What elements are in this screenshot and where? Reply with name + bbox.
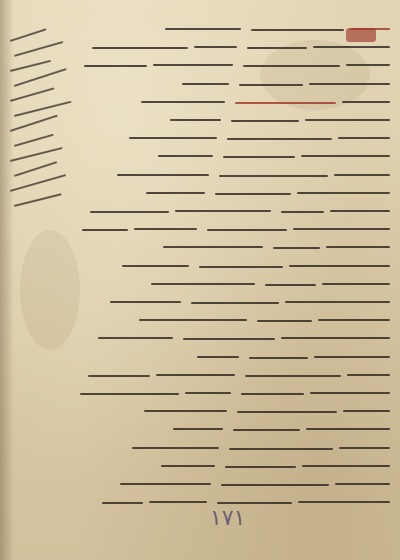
handwritten-line — [233, 429, 300, 431]
handwritten-line — [342, 101, 390, 103]
handwritten-line — [165, 28, 241, 30]
handwritten-line — [170, 119, 221, 121]
handwritten-line — [313, 46, 390, 48]
margin-note-line — [10, 60, 51, 72]
handwritten-line — [285, 301, 390, 303]
handwritten-line — [273, 247, 320, 249]
handwritten-line — [163, 246, 263, 248]
handwritten-line — [185, 392, 231, 394]
margin-note-line — [10, 147, 63, 162]
handwritten-line — [183, 338, 275, 340]
handwritten-line — [229, 448, 333, 450]
handwritten-line — [88, 375, 150, 377]
handwritten-line — [219, 175, 328, 177]
handwritten-line — [306, 428, 390, 430]
handwritten-line — [343, 410, 390, 412]
handwritten-line — [158, 155, 213, 157]
margin-note-line — [14, 101, 72, 117]
handwritten-line — [156, 374, 235, 376]
handwritten-line — [141, 101, 225, 103]
handwritten-line — [350, 28, 390, 30]
handwritten-line — [281, 211, 324, 213]
handwritten-line — [346, 64, 390, 66]
handwritten-line — [117, 174, 209, 176]
handwritten-line — [335, 483, 390, 485]
handwritten-line — [217, 502, 292, 504]
handwritten-line — [221, 484, 329, 486]
handwritten-line — [139, 319, 247, 321]
handwritten-line — [197, 356, 239, 358]
handwritten-line — [92, 47, 188, 49]
handwritten-line — [297, 192, 390, 194]
handwritten-line — [227, 138, 332, 140]
handwritten-line — [251, 29, 344, 31]
handwritten-line — [149, 501, 207, 503]
margin-note-line — [14, 68, 67, 87]
main-text-block — [70, 20, 390, 540]
handwritten-line — [84, 65, 147, 67]
margin-note-line — [14, 134, 54, 147]
margin-annotations — [6, 40, 72, 240]
handwritten-line — [235, 102, 336, 104]
handwritten-line — [173, 428, 223, 430]
handwritten-line — [153, 64, 233, 66]
handwritten-line — [80, 393, 179, 395]
handwritten-line — [122, 265, 189, 267]
margin-note-line — [14, 193, 62, 206]
margin-note-line — [14, 161, 57, 176]
handwritten-line — [132, 447, 219, 449]
handwritten-line — [151, 283, 255, 285]
handwritten-line — [207, 229, 287, 231]
handwritten-line — [257, 320, 312, 322]
handwritten-line — [144, 410, 227, 412]
handwritten-line — [98, 337, 173, 339]
handwritten-line — [239, 84, 303, 86]
handwritten-line — [194, 46, 237, 48]
handwritten-line — [146, 192, 205, 194]
handwritten-line — [243, 65, 340, 67]
page-number: ١٧١ — [210, 506, 246, 531]
margin-note-line — [10, 28, 47, 41]
handwritten-line — [182, 83, 229, 85]
handwritten-line — [339, 447, 390, 449]
handwritten-line — [161, 465, 215, 467]
handwritten-line — [110, 301, 181, 303]
handwritten-line — [225, 466, 296, 468]
handwritten-line — [322, 283, 390, 285]
handwritten-line — [247, 47, 307, 49]
handwritten-line — [293, 228, 390, 230]
handwritten-line — [134, 228, 197, 230]
handwritten-line — [347, 374, 390, 376]
handwritten-line — [245, 375, 341, 377]
handwritten-line — [199, 266, 283, 268]
handwritten-line — [330, 210, 390, 212]
handwritten-line — [231, 120, 299, 122]
handwritten-line — [237, 411, 337, 413]
margin-note-line — [14, 41, 63, 57]
handwritten-line — [215, 193, 291, 195]
handwritten-line — [298, 501, 390, 503]
handwritten-line — [281, 337, 390, 339]
handwritten-line — [318, 319, 390, 321]
handwritten-line — [82, 229, 128, 231]
handwritten-line — [249, 357, 308, 359]
handwritten-line — [223, 156, 295, 158]
handwritten-line — [334, 174, 390, 176]
handwritten-line — [265, 284, 316, 286]
handwritten-line — [90, 211, 169, 213]
handwritten-line — [191, 302, 279, 304]
handwritten-line — [301, 155, 390, 157]
handwritten-line — [289, 265, 390, 267]
margin-note-line — [10, 174, 66, 192]
handwritten-line — [326, 246, 390, 248]
margin-note-line — [10, 115, 58, 132]
handwritten-line — [338, 137, 390, 139]
handwritten-line — [314, 356, 390, 358]
margin-note-line — [10, 87, 55, 101]
handwritten-line — [129, 137, 217, 139]
handwritten-line — [175, 210, 271, 212]
handwritten-line — [302, 465, 390, 467]
handwritten-line — [102, 502, 143, 504]
handwritten-line — [241, 393, 304, 395]
handwritten-line — [305, 119, 390, 121]
handwritten-line — [309, 83, 390, 85]
handwritten-line — [310, 392, 390, 394]
handwritten-line — [120, 483, 211, 485]
